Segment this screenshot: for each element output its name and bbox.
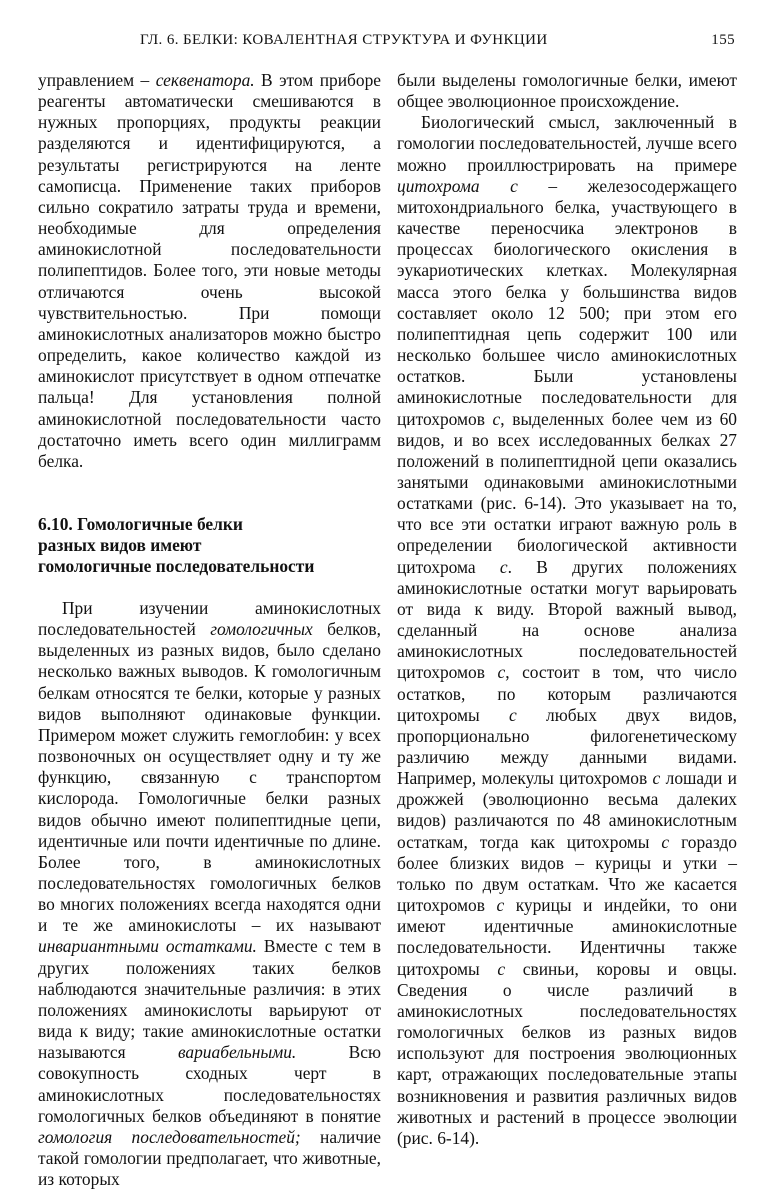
- italic-term: c: [497, 958, 506, 979]
- spacer: [38, 577, 381, 598]
- text-run: – железосодержащего митохондриального белка, участвующего в качестве переносчика электронов в процессах биологического окисления в эукариотических клетках. Молекулярная масса этого белка у большинства видов составляет около 12 500; при этом его полипептидная цепь содержит 100 или несколько большее число аминокислотных остатков. Были установлены аминокислотные последовательности для цитохромов: [397, 175, 737, 429]
- text-run: В этом приборе реагенты автоматически смешиваются в нужных пропорциях, продукты реакции разделяются и идентифицируются, а результаты регистрируются на ленте самописца. Применение таких приборов сильно сократило затраты труда и времени, необходимые для определения аминокислотной последовательности полипептидов. Более того, эти новые методы отличаются очень высокой чувствительностью. При помощи аминокислотных анализаторов можно быстро определить, какое количество каждой из аминокислот присутствует в одном отпечатке пальца! Для установления полной аминокислотной последовательности часто достаточно иметь всего один миллиграмм белка.: [38, 70, 381, 471]
- italic-term: гомологичных: [210, 619, 313, 640]
- text-run: Всю совокупность сходных черт в аминокислотных последовательностях гомологичных белков объединяют в понятие: [38, 1042, 381, 1126]
- text-run: , выделенных более чем из 60 видов, и во всех исследованных белках 27 положений в полипептидной цепи оказались занятыми одинаковыми аминокислотными остатками (рис. 6-14). Это указывает на то, что все эти остатки играют важную роль в определении биологической активности цитохрома: [397, 408, 737, 577]
- section-heading-line: разных видов имеют: [38, 534, 202, 555]
- text-run: управлением –: [38, 70, 156, 90]
- italic-term: c: [496, 895, 505, 916]
- section-heading-line: 6.10. Гомологичные белки: [38, 513, 243, 534]
- text-run: гораздо более близких видов – курицы и утки – только по двум остаткам. Что же касается цитохромов: [397, 831, 737, 916]
- text-run: наличие такой гомологии предполагает, что животные, из которых: [38, 1126, 381, 1190]
- text-run: любых двух видов, пропорционально филогенетическому различию между данными видами. Например, молекулы цитохромов: [397, 704, 737, 789]
- italic-term: c: [509, 704, 517, 725]
- paragraph-continued: [38, 70, 381, 472]
- chapter-title: ГЛ. 6. БЕЛКИ: КОВАЛЕНТНАЯ СТРУКТУРА И ФУНКЦИИ: [140, 32, 548, 48]
- text-run: Биологический смысл, заключенный в гомологии последовательностей, лучше всего можно проиллюстрировать на примере: [397, 112, 737, 175]
- italic-term: секвенатора.: [155, 70, 255, 90]
- text-run: При изучении аминокислотных последовательностей: [38, 597, 381, 640]
- text-run: белков, выделенных из разных видов, было сделано несколько важных выводов. К гомологичным белкам относятся те белки, которые у разных видов выполняют одинаковые функции. Примером может служить гемоглобин: у всех позвоночных он осуществляет одну и ту же функцию, связанную с транспортом кислорода. Гомологичные белки разных видов обычно имеют полипептидные цепи, идентичные или почти идентичные по длине. Более того, в аминокислотных последовательностях гомологичных белков во многих положениях всегда находятся одни и те же аминокислоты – их называют: [38, 619, 381, 936]
- text-run: , состоит в том, что число остатков, по которым различаются цитохромы: [397, 662, 737, 725]
- text-run: лошади и дрожжей (эволюционно весьма далеких видов) различаются по 48 аминокислотным остаткам, тогда как цитохромы: [397, 768, 737, 852]
- italic-term: гомология последовательностей;: [38, 1126, 301, 1147]
- italic-term: c: [661, 831, 670, 852]
- page-number: 155: [711, 32, 735, 48]
- text-run: курицы и индейки, то они имеют идентичные аминокислотные последовательности. Идентичны также цитохромы: [397, 895, 738, 979]
- left-column: [38, 70, 381, 1190]
- paragraph-continued: были выделены гомологичные белки, имеют общее эволюционное происхождение.: [397, 70, 737, 112]
- text-run: Вместе с тем в других положениях таких белков наблюдаются значительные различия: в этих положениях аминокислоты варьируют от вида к виду; такие аминокислотные остатки называются: [38, 936, 381, 1063]
- paragraph-homologous-proteins: [38, 598, 381, 1190]
- running-head: [38, 32, 735, 56]
- section-heading-line: гомологичные последовательности: [38, 555, 315, 576]
- italic-term: инвариантными остатками.: [38, 936, 257, 957]
- right-column: [397, 70, 737, 1149]
- italic-term: вариабельными.: [177, 1042, 297, 1063]
- italic-term: c: [652, 768, 661, 789]
- italic-term: c: [492, 408, 501, 429]
- spacer: [38, 472, 381, 493]
- text-run: . В других положениях аминокислотные остатки могут варьировать от вида к виду. Второй важный вывод, сделанный на основе анализа аминокислотных последовательностей цитохромов: [397, 556, 737, 683]
- italic-term: цитохрома c: [397, 175, 518, 196]
- spacer: [38, 493, 381, 514]
- text-run: свиньи, коровы и овцы. Сведения о числе различий в аминокислотных последовательностях гомологичных белков из разных видов используют для построения эволюционных карт, отражающих последовательные этапы возникновения и развития различных видов животных и растений в процессе эволюции (рис. 6-14).: [397, 958, 737, 1148]
- section-heading: [38, 514, 381, 577]
- paragraph-cytochrome-c: [397, 112, 737, 1149]
- italic-term: c: [499, 556, 508, 577]
- italic-term: c: [497, 662, 506, 683]
